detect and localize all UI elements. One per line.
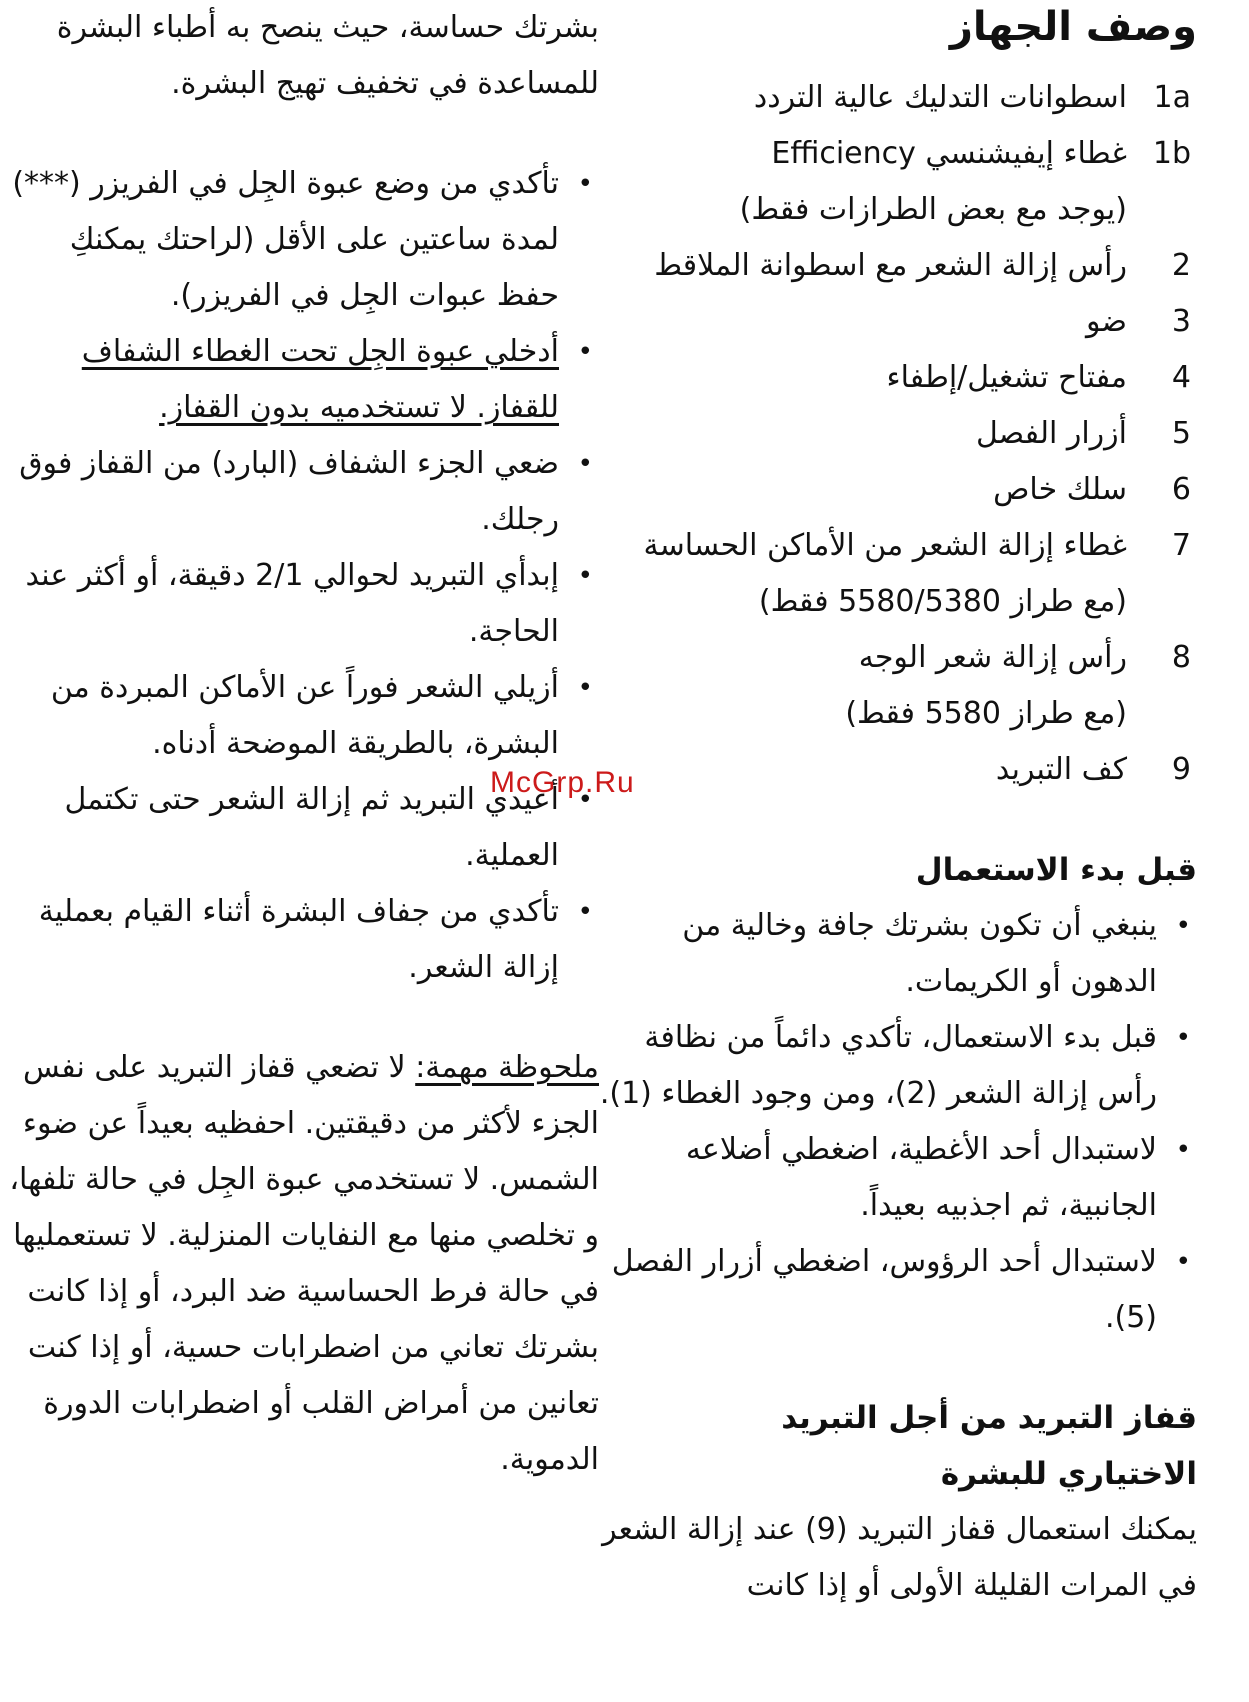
- item-number: 4: [1171, 360, 1191, 395]
- before-use-title: قبل بدء الاستعمال: [915, 852, 1197, 888]
- parts-list-item: [597, 630, 1197, 742]
- important-note-label: ملحوظة مهمة:: [415, 1050, 599, 1085]
- parts-list-item: [597, 462, 1197, 518]
- item-subtext: (مع طراز 5580/5380 فقط): [758, 584, 1127, 619]
- item-text: غطاء إيفيشنسي Efficiency: [771, 136, 1127, 171]
- important-note: [7, 1040, 599, 1488]
- parts-list-item: [597, 70, 1197, 126]
- left-column: [7, 0, 599, 1488]
- bullet-item: • إبدأي التبريد لحوالي 2/1 دقيقة، أو أكثر عند الحاجة.: [7, 548, 599, 660]
- bullet-item: • لاستبدال أحد الأغطية، اضغطي أضلاعه الجانبية، ثم اجذبيه بعيداً.: [597, 1122, 1197, 1234]
- bullet-item: • أزيلي الشعر فوراً عن الأماكن المبردة من البشرة، بالطريقة الموضحة أدناه.: [7, 660, 599, 772]
- item-text: أزرار الفصل: [975, 416, 1127, 451]
- bullet-item: • لاستبدال أحد الرؤوس، اضغطي أزرار الفصل (5).: [597, 1234, 1197, 1346]
- item-text: مفتاح تشغيل/إطفاء: [886, 360, 1127, 395]
- before-use-list: [597, 898, 1197, 1346]
- item-number: 9: [1171, 752, 1191, 787]
- cooling-glove-title-line2: الاختياري للبشرة: [940, 1456, 1197, 1492]
- bullet-item: • أعيدي التبريد ثم إزالة الشعر حتى تكتمل العملية.: [7, 772, 599, 884]
- parts-list-item: [597, 406, 1197, 462]
- item-number: 7: [1171, 528, 1191, 563]
- item-text: اسطوانات التدليك عالية التردد: [753, 80, 1127, 115]
- item-text: كف التبريد: [995, 752, 1127, 787]
- item-number: 1b: [1152, 136, 1191, 171]
- parts-list-item: [597, 238, 1197, 294]
- item-subtext: (يوجد مع بعض الطرازات فقط): [739, 192, 1127, 227]
- item-text: رأس إزالة شعر الوجه: [858, 640, 1127, 675]
- item-text: ضو: [1086, 304, 1127, 339]
- continuation-paragraph: بشرتك حساسة، حيث ينصح به أطباء البشرة للمساعدة في تخفيف تهيج البشرة.: [56, 10, 599, 101]
- bullet-item: • ينبغي أن تكون بشرتك جافة وخالية من الدهون أو الكريمات.: [597, 898, 1197, 1010]
- item-subtext: (مع طراز 5580 فقط): [845, 696, 1127, 731]
- cooling-steps-list: [7, 156, 599, 996]
- bullet-item: • ضعي الجزء الشفاف (البارد) من القفاز فوق رجلك.: [7, 436, 599, 548]
- item-number: 1a: [1153, 80, 1191, 115]
- right-column: [597, 0, 1197, 1614]
- item-number: 2: [1171, 248, 1191, 283]
- bullet-item-underlined: • أدخلي عبوة الجِل تحت الغطاء الشفاف للقفاز. لا تستخدميه بدون القفاز.: [7, 324, 599, 436]
- parts-list-item: [597, 350, 1197, 406]
- cooling-glove-intro: يمكنك استعمال قفاز التبريد (9) عند إزالة الشعر في المرات القليلة الأولى أو إذا كانت: [602, 1512, 1197, 1603]
- bullet-item: • تأكدي من وضع عبوة الجِل في الفريزر (***) لمدة ساعتين على الأقل (لراحتك يمكنكِ حفظ عبوات الجِل في الفريزر).: [7, 156, 599, 324]
- parts-list-item: [597, 518, 1197, 630]
- item-number: 8: [1171, 640, 1191, 675]
- item-text: رأس إزالة الشعر مع اسطوانة الملاقط: [654, 248, 1127, 283]
- item-text: غطاء إزالة الشعر من الأماكن الحساسة: [643, 528, 1127, 563]
- cooling-glove-title-line1: قفاز التبريد من أجل التبريد: [781, 1400, 1197, 1436]
- bullet-item: • قبل بدء الاستعمال، تأكدي دائماً من نظافة رأس إزالة الشعر (2)، ومن وجود الغطاء (1).: [597, 1010, 1197, 1122]
- item-number: 3: [1171, 304, 1191, 339]
- important-note-text: لا تضعي قفاز التبريد على نفس الجزء لأكثر من دقيقتين. احفظيه بعيداً عن ضوء الشمس. لا تستخدمي عبوة الجِل في حالة تلفها، و تخلصي منها مع النفايات المنزلية. لا تستعمليها في حالة فرط الحساسية ضد البرد، أو إذا كانت بشرتك تعاني من اضطرابات حسية، أو إذا كنت تعانين من أمراض القلب أو اضطرابات الدورة الدموية.: [9, 1050, 599, 1477]
- parts-list-item: [597, 294, 1197, 350]
- item-number: 6: [1171, 472, 1191, 507]
- parts-list: [597, 70, 1197, 798]
- device-description-title: وصف الجهاز: [949, 4, 1197, 50]
- bullet-item: • تأكدي من جفاف البشرة أثناء القيام بعملية إزالة الشعر.: [7, 884, 599, 996]
- parts-list-item: [597, 742, 1197, 798]
- item-number: 5: [1171, 416, 1191, 451]
- watermark: McGrp.Ru: [490, 766, 635, 799]
- parts-list-item: [597, 126, 1197, 238]
- item-text: سلك خاص: [993, 472, 1127, 507]
